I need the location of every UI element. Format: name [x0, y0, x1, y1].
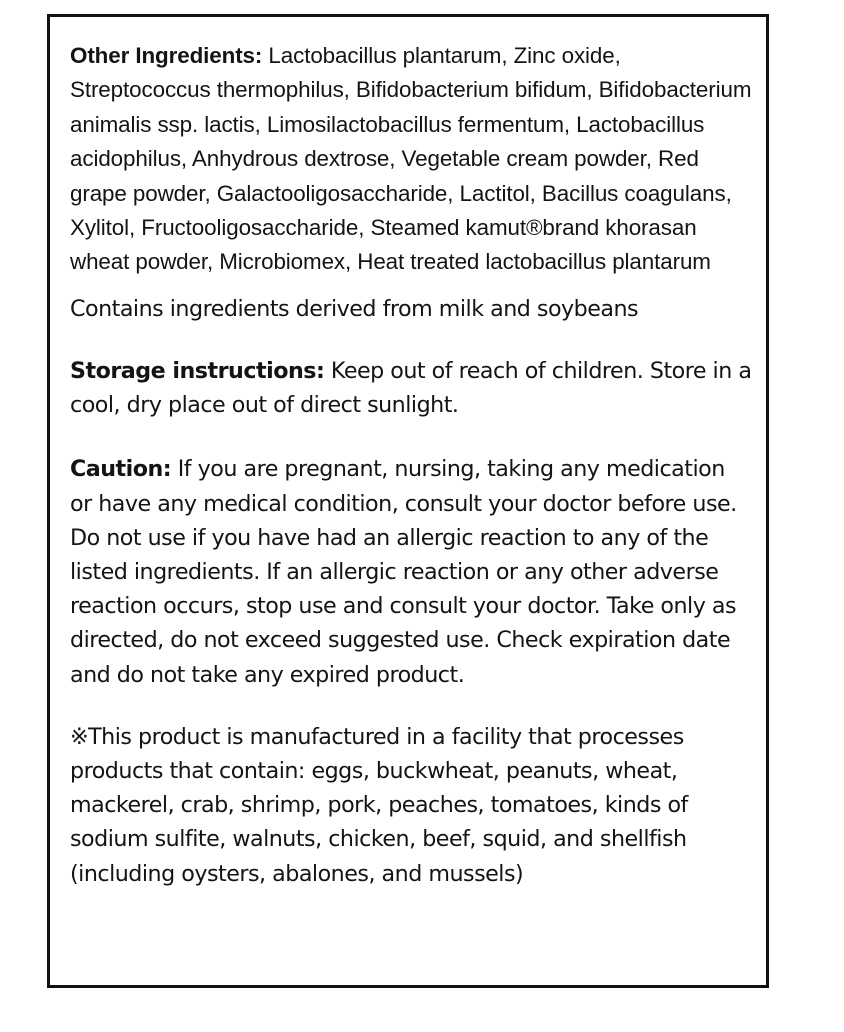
other-ingredients-paragraph [70, 39, 752, 280]
caution-text: If you are pregnant, nursing, taking any medication or have any medical condition, consult your doctor before use. Do not use if you have had an allergic reaction to any of the listed ingredients. If an allergic reaction or any other adverse reaction occurs, stop use and consult your doctor. Take only as directed, do not exceed suggested use. Check expiration date and do not take any expired product. [70, 456, 737, 688]
storage-instructions-heading: Storage instructions: [70, 358, 325, 385]
other-ingredients-list: Lactobacillus plantarum, Zinc oxide, Streptococcus thermophilus, Bifidobacterium bifidum, Bifidobacterium animalis ssp. lactis, Limosilactobacillus fermentum, Lactobacillus acidophilus, Anhydrous dextrose, Vegetable cream powder, Red grape powder, Galactooligosaccharide, Lactitol, Bacillus coagulans, Xylitol, Fructooligosaccharide, Steamed kamut®brand khorasan wheat powder, Microbiomex, Heat treated lactobacillus plantarum [70, 43, 752, 275]
caution-paragraph [70, 452, 752, 691]
facility-allergen-notice: ※This product is manufactured in a facility that processes products that contain: eggs, buckwheat, peanuts, wheat, mackerel, crab, shrimp, pork, peaches, tomatoes, kinds of sodium sulfite, walnuts, chicken, beef, squid, and shellfish (including oysters, abalones, and mussels) [70, 723, 688, 887]
product-label-panel [47, 14, 769, 988]
storage-instructions-paragraph [70, 354, 752, 422]
caution-heading: Caution: [70, 456, 172, 483]
storage-instructions-text: Keep out of reach of children. Store in a cool, dry place out of direct sunlight. [70, 358, 752, 419]
other-ingredients-heading: Other Ingredients: [70, 43, 263, 68]
allergen-contains-statement: Contains ingredients derived from milk and soybeans [70, 295, 639, 322]
